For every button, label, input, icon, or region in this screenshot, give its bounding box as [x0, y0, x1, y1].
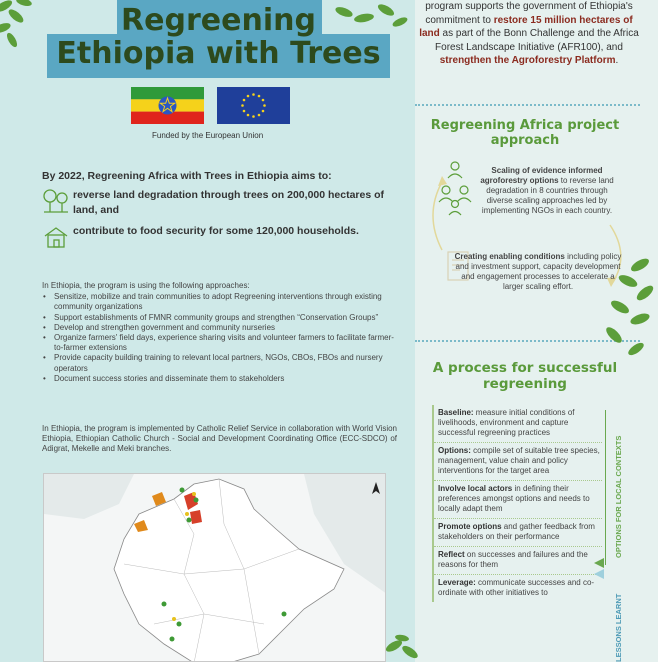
intro-highlight-1: restore 15 million hectares of land	[419, 14, 633, 39]
leaf-decoration-icon	[384, 632, 424, 662]
ethiopia-map	[43, 473, 386, 662]
cycle-arrow-icon	[420, 170, 630, 315]
leaf-decoration-icon	[0, 0, 54, 56]
intro-paragraph	[418, 0, 640, 68]
title-line-1: Regreening	[121, 3, 316, 38]
process-step	[434, 481, 602, 519]
options-bracket	[605, 410, 606, 565]
dotted-divider	[415, 104, 640, 106]
step-label: Promote options	[438, 522, 502, 531]
aim-item	[42, 224, 397, 250]
process-step	[434, 519, 602, 547]
intro-text-3: .	[615, 55, 619, 66]
list-item: • Document success stories and disseminate them to stakeholders	[52, 374, 397, 384]
intro-highlight-2: strengthen the Agroforestry Platform	[439, 55, 616, 66]
process-title: A process for successful regreening	[432, 360, 618, 392]
list-item: • Develop and strengthen government and community nurseries	[52, 323, 397, 333]
trees-icon	[42, 188, 70, 214]
implementation-text: In Ethiopia, the program is implemented by Catholic Relief Service in collaboration with World Vision Ethiopia, Ethiopian Catholic Church - Social and Development Coordinating Office (ECC-SDCO) of Adigrat, Mekelle and Meki branches.	[42, 424, 397, 454]
process-steps	[432, 405, 602, 602]
step-text: in defining their preferences amongst options and needs to locally adapt them	[438, 484, 590, 513]
column-divider	[410, 0, 415, 662]
approaches-section	[42, 281, 397, 384]
step-text: measure initial conditions of livelihoods, environment and capture successful regreening practices	[438, 408, 575, 437]
leaf-decoration-icon	[600, 255, 658, 365]
approach-title: Regreening Africa project approach	[430, 118, 620, 148]
step-label: Reflect	[438, 550, 465, 559]
list-item: • Sensitize, mobilize and train communities to adopt Regreening interventions through existing community organizations	[52, 292, 397, 312]
approach-item-scaling-text: to reverse land degradation in 8 countries through diverse scaling approaches led by implementing NGOs in each country.	[481, 176, 614, 215]
household-icon	[42, 224, 70, 250]
process-step	[434, 405, 602, 443]
step-text: communicate successes and co-ordinate with other initiatives to	[438, 578, 595, 597]
eu-flag-icon	[217, 87, 290, 124]
approaches-list	[52, 292, 397, 384]
step-label: Leverage:	[438, 578, 476, 587]
approach-item-enabling-text: including policy and investment support, capacity development and engagement processes to accelerate a larger scaling effort.	[455, 252, 622, 291]
aim-item	[42, 188, 397, 218]
intro-text-1: program supports the government of Ethiopia's commitment to	[425, 1, 633, 26]
arrow-left-icon	[594, 569, 606, 579]
step-text: compile set of suitable tree species, management, value chain and policy interventions for the target area	[438, 446, 600, 475]
aim-text-land: reverse land degradation through trees on 200,000 hectares of land, and	[73, 189, 385, 216]
process-step	[434, 575, 602, 602]
process-step	[434, 547, 602, 575]
step-label: Baseline:	[438, 408, 474, 417]
title-text	[47, 4, 390, 70]
arrow-left-icon	[594, 558, 606, 568]
side-label-options: OPTIONS FOR LOCAL CONTEXTS	[614, 435, 623, 558]
step-label: Options:	[438, 446, 471, 455]
approach-item-enabling	[452, 252, 624, 292]
list-item: • Provide capacity building training to relevant local partners, NGOs, CBOs, FBOs and nursery operators	[52, 353, 397, 373]
ethiopia-flag-icon	[131, 87, 204, 124]
aims-heading: By 2022, Regreening Africa with Trees in Ethiopia aims to:	[42, 170, 332, 182]
title-line-2: Ethiopia with Trees	[56, 36, 381, 71]
list-item: • Support establishments of FMNR community groups and strengthen “Conservation Groups”	[52, 313, 397, 323]
aims-section	[42, 170, 397, 250]
step-text: on successes and failures and the reasons for them	[438, 550, 588, 569]
aim-text-food-security: contribute to food security for some 120,000 households.	[73, 225, 359, 237]
step-text: and gather feedback from stakeholders on their performance	[438, 522, 595, 541]
approach-item-scaling-bold: Scaling of evidence informed agroforestry options	[480, 166, 603, 185]
list-item: • Organize farmers' field days, experience sharing visits and volunteer farmers to facilitate farmer-to-farmer extensions	[52, 333, 397, 353]
map-graphic	[44, 474, 386, 662]
side-label-lessons: LESSONS LEARNT	[614, 593, 623, 662]
approach-item-enabling-bold: Creating enabling conditions	[454, 252, 565, 261]
intro-text-2: as part of the Bonn Challenge and the Africa Forest Landscape Initiative (AFR100), and	[435, 28, 639, 53]
step-label: Involve local actors	[438, 484, 513, 493]
approaches-intro: In Ethiopia, the program is using the following approaches:	[42, 281, 250, 290]
process-step	[434, 443, 602, 481]
funding-credit: Funded by the European Union	[152, 131, 264, 140]
